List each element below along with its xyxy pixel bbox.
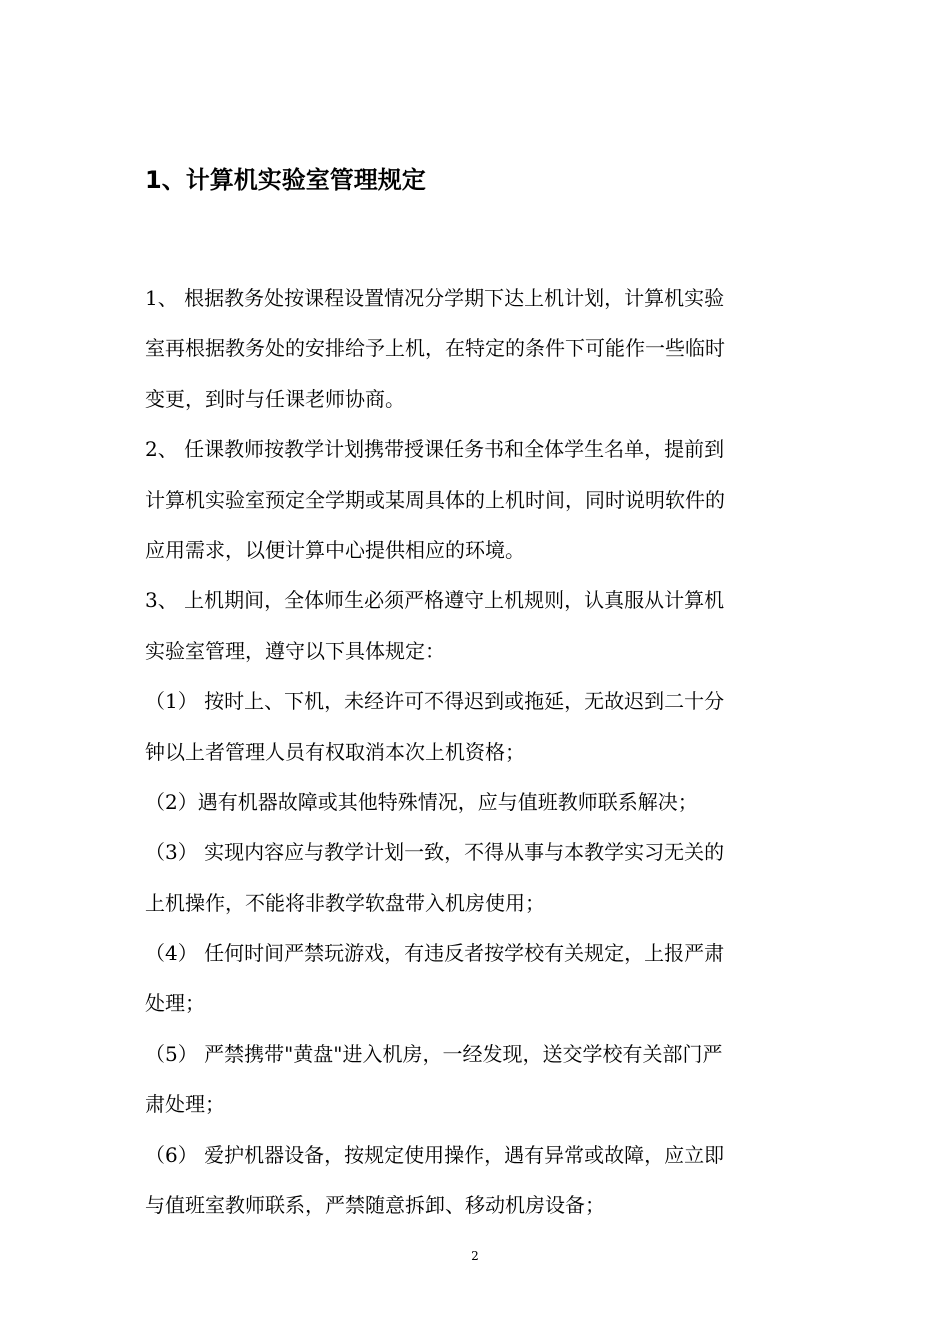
text-line: （4） 任何时间严禁玩游戏，有违反者按学校有关规定，上报严肃 xyxy=(145,941,725,966)
text-line: （5） 严禁携带"黄盘"进入机房，一经发现，送交学校有关部门严 xyxy=(145,1041,723,1066)
body-text xyxy=(145,273,809,1230)
text-line: 处理； xyxy=(145,991,205,1016)
text-line: 变更，到时与任课老师协商。 xyxy=(145,386,405,411)
text-line: 肃处理； xyxy=(145,1092,225,1117)
text-line: 钟以上者管理人员有权取消本次上机资格； xyxy=(145,739,525,764)
text-line: （1） 按时上、下机，未经许可不得迟到或拖延，无故迟到二十分 xyxy=(145,689,725,714)
text-line: 2、 任课教师按教学计划携带授课任务书和全体学生名单，提前到 xyxy=(145,437,725,462)
text-line: 与值班室教师联系，严禁随意拆卸、移动机房设备； xyxy=(145,1193,605,1218)
text-line: 室再根据教务处的安排给予上机，在特定的条件下可能作一些临时 xyxy=(145,336,725,361)
text-line: （6） 爱护机器设备，按规定使用操作，遇有异常或故障，应立即 xyxy=(145,1142,725,1167)
text-line: （2）遇有机器故障或其他特殊情况，应与值班教师联系解决； xyxy=(145,789,698,814)
text-line: 3、 上机期间，全体师生必须严格遵守上机规则，认真服从计算机 xyxy=(145,588,725,613)
section-title: 1、计算机实验室管理规定 xyxy=(145,166,426,194)
text-line: （3） 实现内容应与教学计划一致，不得从事与本教学实习无关的 xyxy=(145,840,725,865)
text-line: 应用需求，以便计算中心提供相应的环境。 xyxy=(145,537,525,562)
text-line: 实验室管理，遵守以下具体规定： xyxy=(145,638,445,663)
text-line: 上机操作，不能将非教学软盘带入机房使用； xyxy=(145,890,545,915)
page-number: 2 xyxy=(471,1249,479,1263)
text-line: 计算机实验室预定全学期或某周具体的上机时间，同时说明软件的 xyxy=(145,487,725,512)
text-line: 1、 根据教务处按课程设置情况分学期下达上机计划，计算机实验 xyxy=(145,286,725,310)
